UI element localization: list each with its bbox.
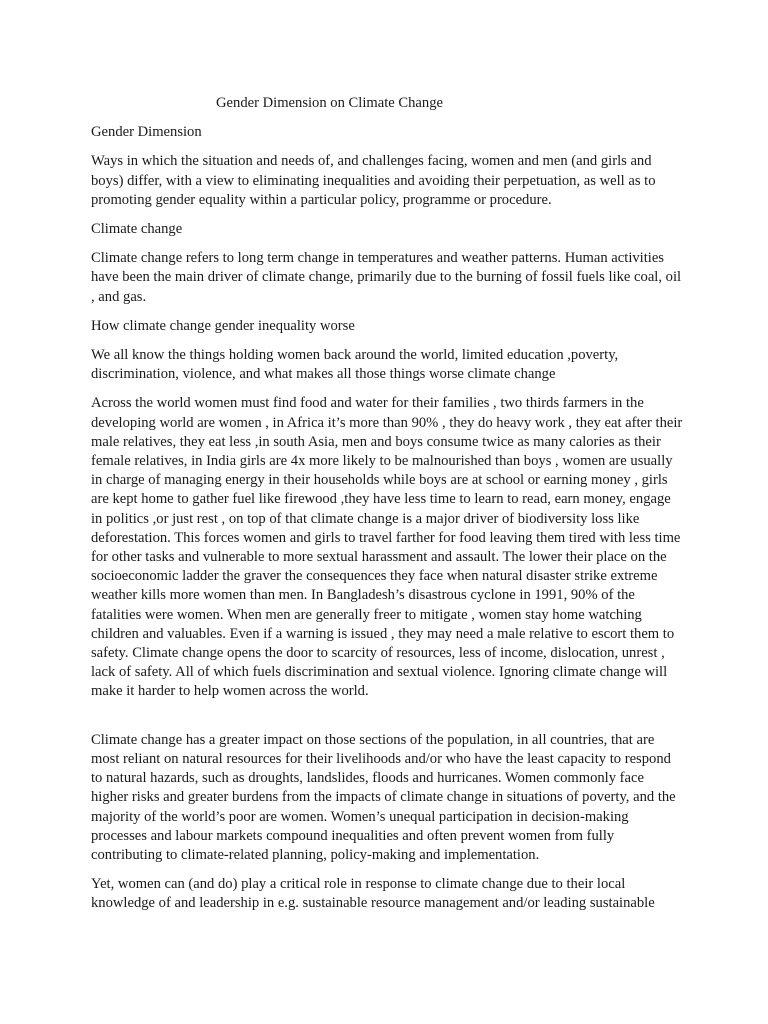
section-body-gender-dimension: Ways in which the situation and needs of, and challenges facing, women and men (and girls and boys) differ, with a view to eliminating inequalities and avoiding their perpetuation, as well as to promoting gender equality within a particular policy, programme or procedure. xyxy=(91,153,656,208)
document-title: Gender Dimension on Climate Change xyxy=(216,95,443,111)
paragraph-across-the-world: Across the world women must find food and water for their families , two thirds farmers in the developing world are women , in Africa it’s more than 90% , they do heavy work , they eat after their male relatives, they eat less ,in south Asia, men and boys consume twice as many calories as their female relatives, in India girls are 4x more likely to be malnourished than boys , women are usually in charge of managing energy in their households while boys are at school or earning money , girls are kept home to gather fuel like firewood ,they have less time to learn to read, earn money, engage in politics ,or just rest , on top of that climate change is a major driver of biodiversity loss like deforestation. This forces women and girls to travel farther for food leaving them tired with less time for other tasks and vulnerable to more sextual harassment and assault. The lower their place on the socioeconomic ladder the graver the consequences they face when natural disaster strike extreme weather kills more women than men. In Bangladesh’s disastrous cyclone in 1991, 90% of the fatalities were women. When men are generally freer to mitigate , women stay home watching children and valuables. Even if a warning is issued , they may need a male relative to escort them to safety. Climate change opens the door to scarcity of resources, less of income, dislocation, unrest , lack of safety. All of which fuels discrimination and sextual violence. Ignoring climate change will make it harder to help women across the world. xyxy=(91,395,683,700)
paragraph-critical-role: Yet, women can (and do) play a critical role in response to climate change due to their local knowledge of and leadership in e.g. sustainable resource management and/or leading sustainable xyxy=(91,876,655,912)
section-heading-inequality: How climate change gender inequality worse xyxy=(91,317,355,334)
paragraph-greater-impact: Climate change has a greater impact on those sections of the population, in all countries, that are most reliant on natural resources for their livelihoods and/or who have the least capacity to respond to natural hazards, such as droughts, landslides, floods and hurricanes. Women commonly face higher risks and greater burdens from the impacts of climate change in situations of poverty, and the majority of the world’s poor are women. Women’s unequal participation in decision-making processes and labour markets compound inequalities and often prevent women from fully contributing to climate-related planning, policy-making and implementation. xyxy=(91,731,676,863)
document-page xyxy=(91,94,683,924)
section-heading-climate-change: Climate change xyxy=(91,221,183,238)
blank-line xyxy=(91,712,683,731)
section-heading-gender-dimension: Gender Dimension xyxy=(91,124,202,141)
section-body-inequality: We all know the things holding women back around the world, limited education ,poverty, discrimination, violence, and what makes all those things worse climate change xyxy=(91,347,619,383)
section-body-climate-change: Climate change refers to long term change in temperatures and weather patterns. Human activities have been the main driver of climate change, primarily due to the burning of fossil fuels like coal, oil , and gas. xyxy=(91,250,682,305)
